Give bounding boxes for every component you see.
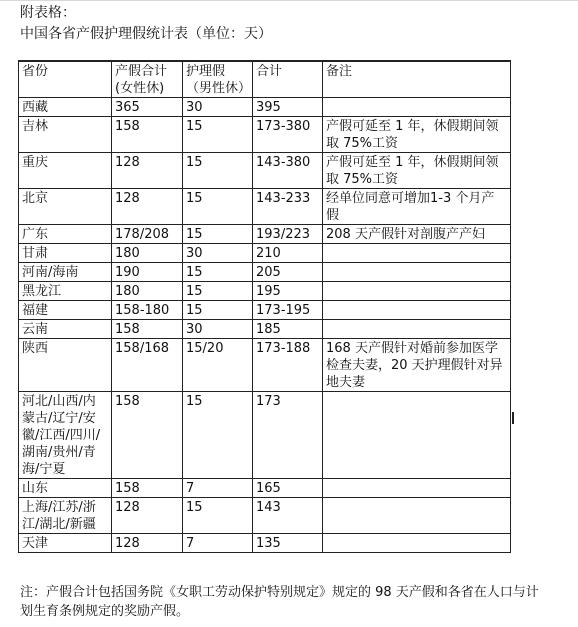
table-row — [19, 117, 511, 153]
table-row — [19, 479, 511, 498]
table-row — [19, 320, 511, 339]
cell-total: 173-188 — [253, 339, 323, 392]
cell-paternity-leave: 7 — [183, 534, 253, 553]
table-row — [19, 153, 511, 189]
cell-maternity-total: 158 — [112, 392, 183, 479]
cell-maternity-total: 178/208 — [112, 225, 183, 244]
table-row — [19, 282, 511, 301]
cell-maternity-total: 180 — [112, 244, 183, 263]
cell-remarks: 经单位同意可增加1-3 个月产假 — [323, 189, 511, 225]
cell-paternity-leave: 15 — [183, 153, 253, 189]
cell-remarks — [323, 392, 511, 479]
cell-total: 143-380 — [253, 153, 323, 189]
cell-remarks — [323, 263, 511, 282]
cursor-mark — [512, 412, 514, 424]
top-rule — [0, 0, 578, 1]
cell-paternity-leave: 15 — [183, 189, 253, 225]
table-row — [19, 263, 511, 282]
header-maternity-total: 产假合计 (女性休) — [112, 61, 183, 98]
table-title: 中国各省产假护理假统计表（单位：天） — [20, 26, 272, 42]
cell-remarks: 168 天产假针对婚前参加医学检查夫妻，20 天护理假针对异地夫妻 — [323, 339, 511, 392]
cell-total: 143 — [253, 498, 323, 534]
table-row — [19, 225, 511, 244]
table-row — [19, 301, 511, 320]
table-row — [19, 98, 511, 117]
attachment-label: 附表格： — [20, 5, 76, 21]
cell-remarks: 208 天产假针对剖腹产产妇 — [323, 225, 511, 244]
header-paternity-leave: 护理假 （男性休） — [183, 61, 253, 98]
cell-paternity-leave: 15 — [183, 117, 253, 153]
cell-total: 210 — [253, 244, 323, 263]
cell-province: 天津 — [19, 534, 112, 553]
cell-maternity-total: 128 — [112, 153, 183, 189]
cell-remarks — [323, 282, 511, 301]
cell-maternity-total: 158 — [112, 117, 183, 153]
cell-total: 395 — [253, 98, 323, 117]
cell-remarks — [323, 498, 511, 534]
cell-province: 重庆 — [19, 153, 112, 189]
cell-province: 上海/江苏/浙江/湖北/新疆 — [19, 498, 112, 534]
cell-remarks: 产假可延至 1 年，休假期间领取 75%工资 — [323, 153, 511, 189]
table-row — [19, 534, 511, 553]
cell-remarks — [323, 320, 511, 339]
cell-maternity-total: 128 — [112, 189, 183, 225]
cell-remarks — [323, 98, 511, 117]
table-row — [19, 339, 511, 392]
cell-province: 陕西 — [19, 339, 112, 392]
cell-remarks: 产假可延至 1 年，休假期间领取 75%工资 — [323, 117, 511, 153]
cell-province: 黑龙江 — [19, 282, 112, 301]
cell-maternity-total: 158 — [112, 320, 183, 339]
cell-total: 143-233 — [253, 189, 323, 225]
cell-remarks — [323, 534, 511, 553]
cell-maternity-total: 190 — [112, 263, 183, 282]
cell-maternity-total: 158 — [112, 479, 183, 498]
table-row — [19, 189, 511, 225]
cell-remarks — [323, 479, 511, 498]
cell-remarks — [323, 244, 511, 263]
cell-paternity-leave: 15/20 — [183, 339, 253, 392]
header-total: 合计 — [253, 61, 323, 98]
cell-total: 165 — [253, 479, 323, 498]
cell-paternity-leave: 15 — [183, 498, 253, 534]
header-province: 省份 — [19, 61, 112, 98]
cell-paternity-leave: 30 — [183, 98, 253, 117]
cell-maternity-total: 180 — [112, 282, 183, 301]
table-row — [19, 498, 511, 534]
cell-maternity-total: 128 — [112, 534, 183, 553]
cell-paternity-leave: 7 — [183, 479, 253, 498]
cell-total: 193/223 — [253, 225, 323, 244]
cell-paternity-leave: 15 — [183, 225, 253, 244]
cell-total: 205 — [253, 263, 323, 282]
cell-province: 吉林 — [19, 117, 112, 153]
cell-paternity-leave: 15 — [183, 301, 253, 320]
header-remarks: 备注 — [323, 61, 511, 98]
cell-maternity-total: 365 — [112, 98, 183, 117]
footnote: 注：产假合计包括国务院《女职工劳动保护特别规定》规定的 98 天产假和各省在人口与计划生育条例规定的奖励产假。 — [20, 585, 539, 619]
cell-maternity-total: 128 — [112, 498, 183, 534]
table-row — [19, 392, 511, 479]
cell-total: 135 — [253, 534, 323, 553]
cell-province: 广东 — [19, 225, 112, 244]
cell-province: 甘肃 — [19, 244, 112, 263]
cell-total: 173-195 — [253, 301, 323, 320]
cell-paternity-leave: 30 — [183, 320, 253, 339]
table-row — [19, 244, 511, 263]
cell-maternity-total: 158/168 — [112, 339, 183, 392]
cell-maternity-total: 158-180 — [112, 301, 183, 320]
cell-paternity-leave: 15 — [183, 392, 253, 479]
cell-total: 173-380 — [253, 117, 323, 153]
cell-province: 西藏 — [19, 98, 112, 117]
cell-paternity-leave: 15 — [183, 282, 253, 301]
cell-province: 河南/海南 — [19, 263, 112, 282]
cell-remarks — [323, 301, 511, 320]
cell-province: 云南 — [19, 320, 112, 339]
cell-province: 福建 — [19, 301, 112, 320]
leave-table — [18, 60, 511, 553]
table-header-row — [19, 61, 511, 98]
cell-total: 195 — [253, 282, 323, 301]
cell-paternity-leave: 30 — [183, 244, 253, 263]
cell-total: 173 — [253, 392, 323, 479]
cell-province: 北京 — [19, 189, 112, 225]
cell-total: 185 — [253, 320, 323, 339]
cell-province: 河北/山西/内蒙古/辽宁/安徽/江西/四川/湖南/贵州/青海/宁夏 — [19, 392, 112, 479]
cell-paternity-leave: 15 — [183, 263, 253, 282]
cell-province: 山东 — [19, 479, 112, 498]
